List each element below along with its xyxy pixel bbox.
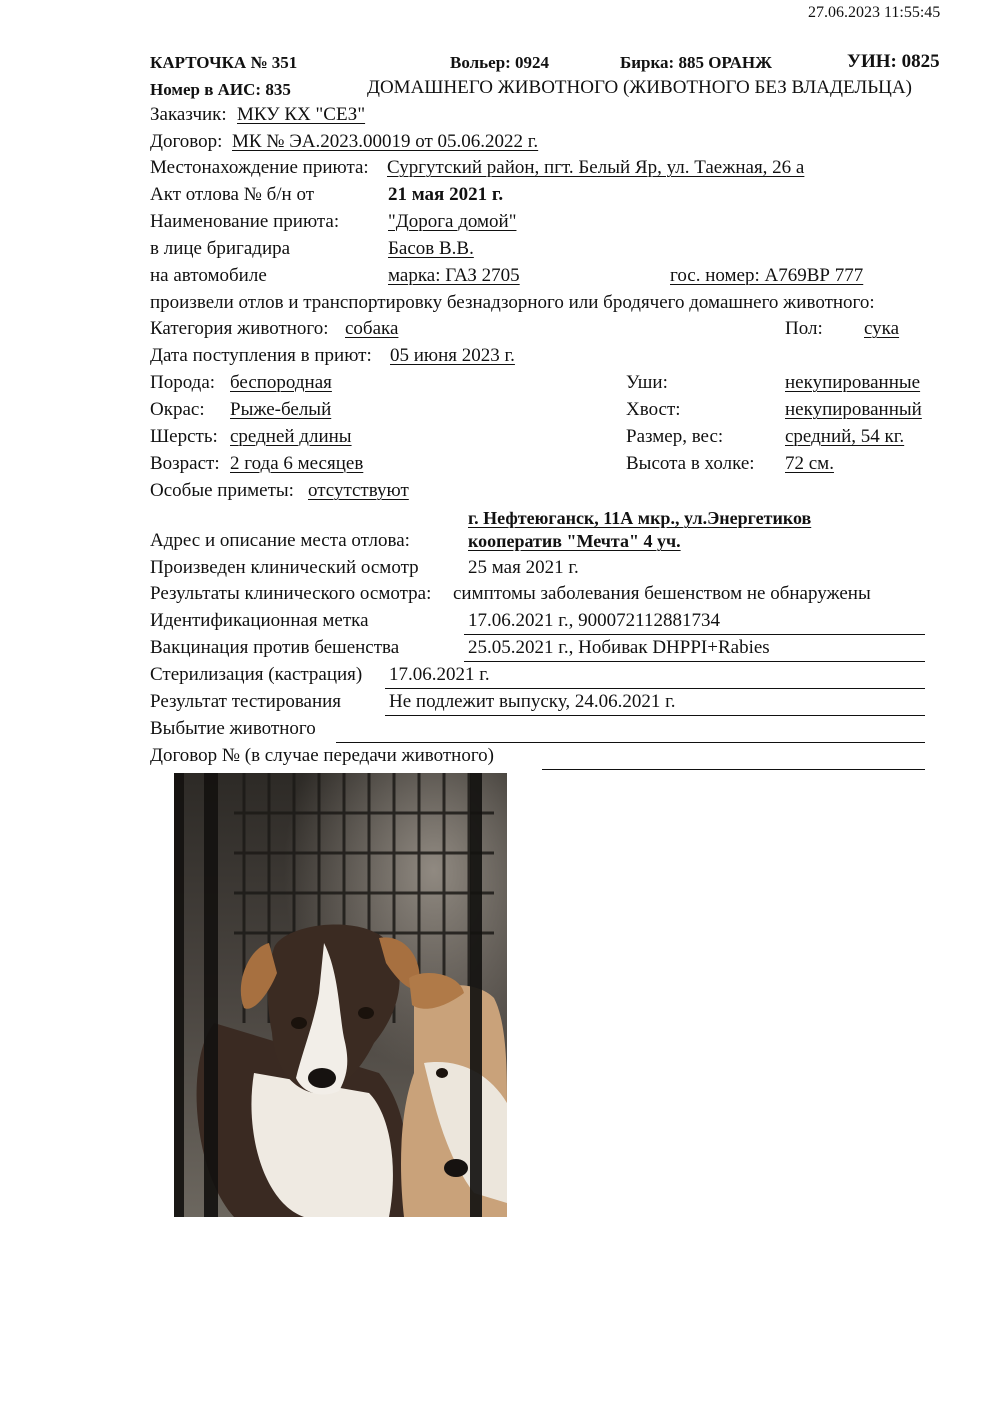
- ears-label: Уши:: [626, 372, 668, 393]
- arrival-label: Дата поступления в приют:: [150, 345, 372, 366]
- coat-label: Шерсть:: [150, 426, 218, 447]
- enclosure-number: Вольер: 0924: [450, 53, 550, 72]
- vaccination-underline: [464, 661, 925, 662]
- sterilization-label: Стерилизация (кастрация): [150, 664, 363, 685]
- vaccination-label: Вакцинация против бешенства: [150, 637, 400, 658]
- uin-number: УИН: 0825: [847, 51, 940, 72]
- foreman-value: Басов В.В.: [388, 238, 474, 259]
- customer-label: Заказчик:: [150, 104, 227, 125]
- contract-value: МК № ЭА.2023.00019 от 05.06.2022 г.: [232, 131, 539, 152]
- age-label: Возраст:: [150, 453, 220, 474]
- card-title: ДОМАШНЕГО ЖИВОТНОГО (ЖИВОТНОГО БЕЗ ВЛАДЕЛЬЦА): [367, 77, 912, 98]
- test-result-underline: [385, 715, 925, 716]
- shelter-name-label: Наименование приюта:: [150, 211, 340, 232]
- vehicle-label: на автомобиле: [150, 265, 267, 286]
- height-label: Высота в холке:: [626, 453, 755, 474]
- sex-value: сука: [864, 318, 900, 339]
- color-value: Рыже-белый: [230, 399, 332, 420]
- customer-value: МКУ КХ "СЕЗ": [237, 104, 366, 125]
- coat-value: средней длины: [230, 426, 352, 447]
- vehicle-plate: гос. номер: А769ВР 777: [670, 265, 864, 286]
- breed-value: беспородная: [230, 372, 332, 393]
- test-result-label: Результат тестирования: [150, 691, 342, 712]
- category-value: собака: [345, 318, 399, 339]
- catch-address-line1: г. Нефтеюганск, 11А мкр., ул.Энергетиков: [468, 508, 812, 528]
- print-timestamp: 27.06.2023 11:55:45: [808, 4, 941, 21]
- marks-value: отсутствуют: [308, 480, 409, 501]
- catch-act-label: Акт отлова № б/н от: [150, 184, 315, 205]
- tail-label: Хвост:: [626, 399, 681, 420]
- sterilization-underline: [385, 688, 925, 689]
- foreman-label: в лице бригадира: [150, 238, 291, 259]
- breed-label: Порода:: [150, 372, 216, 393]
- catch-act-date: 21 мая 2021 г.: [388, 184, 504, 205]
- arrival-value: 05 июня 2023 г.: [390, 345, 515, 366]
- catch-address-line2: кооператив "Мечта" 4 уч.: [468, 531, 681, 551]
- card-number: КАРТОЧКА № 351: [150, 53, 298, 72]
- age-value: 2 года 6 месяцев: [230, 453, 364, 474]
- departure-label: Выбытие животного: [150, 718, 316, 739]
- exam-result-label: Результаты клинического осмотра:: [150, 583, 432, 604]
- tail-value: некупированный: [785, 399, 922, 420]
- dog-photo: [174, 773, 507, 1217]
- ears-value: некупированные: [785, 372, 921, 393]
- id-mark-value: 17.06.2021 г., 900072112881734: [468, 610, 720, 631]
- category-label: Категория животного:: [150, 318, 329, 339]
- shelter-location-value: Сургутский район, пгт. Белый Яр, ул. Таежная, 26 а: [387, 157, 805, 178]
- vehicle-brand: марка: ГАЗ 2705: [388, 265, 520, 286]
- shelter-name-value: "Дорога домой": [388, 211, 517, 232]
- height-value: 72 см.: [785, 453, 834, 474]
- transfer-contract-label: Договор № (в случае передачи животного): [150, 745, 494, 766]
- shelter-location-label: Местонахождение приюта:: [150, 157, 369, 178]
- test-result-value: Не подлежит выпуску, 24.06.2021 г.: [389, 691, 676, 712]
- catch-statement: произвели отлов и транспортировку безнадзорного или бродячего домашнего животного:: [150, 292, 875, 313]
- marks-label: Особые приметы:: [150, 480, 294, 501]
- id-mark-underline: [464, 634, 925, 635]
- exam-result-value: симптомы заболевания бешенством не обнаружены: [453, 583, 871, 604]
- tag-number: Бирка: 885 ОРАНЖ: [620, 53, 772, 72]
- vaccination-value: 25.05.2021 г., Нобивак DHPPI+Rabies: [468, 637, 770, 658]
- exam-value: 25 мая 2021 г.: [468, 557, 579, 578]
- contract-label: Договор:: [150, 131, 223, 152]
- ais-number: Номер в АИС: 835: [150, 80, 291, 99]
- size-label: Размер, вес:: [626, 426, 724, 447]
- catch-address-label: Адрес и описание места отлова:: [150, 530, 410, 551]
- color-label: Окрас:: [150, 399, 205, 420]
- exam-label: Произведен клинический осмотр: [150, 557, 419, 578]
- id-mark-label: Идентификационная метка: [150, 610, 369, 631]
- sex-label: Пол:: [785, 318, 823, 339]
- size-value: средний, 54 кг.: [785, 426, 905, 447]
- departure-underline: [336, 742, 925, 743]
- sterilization-value: 17.06.2021 г.: [389, 664, 490, 685]
- transfer-contract-underline: [542, 769, 925, 770]
